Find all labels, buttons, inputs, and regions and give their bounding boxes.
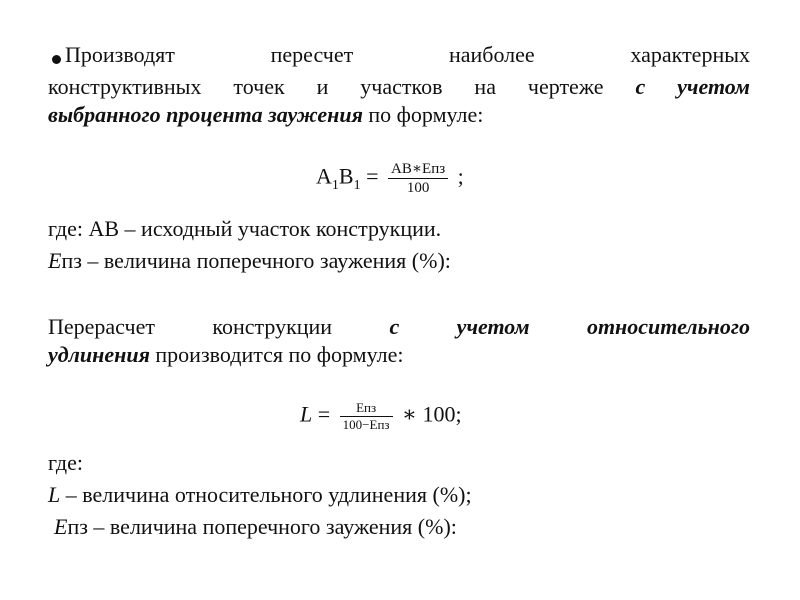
para2-text-2: производится по формуле: [155,342,404,367]
para2-emphasis-1: с учетом относительного [389,314,750,339]
formula2-denominator: 100−Eпз [342,417,390,432]
formula1-equals: = [366,163,379,189]
def1-line-2 [48,248,451,274]
def2-l-desc: – величина относительного удлинения (%); [65,482,472,507]
formula1-var-b: B [338,163,354,189]
formula2-fraction [340,400,393,433]
def2-e-desc: пз – величина поперечного заужения (%): [67,514,457,539]
intro-line-2 [48,74,750,100]
formula-l [300,400,462,433]
intro-text-3: по формуле: [368,102,484,127]
formula-a1b1 [316,160,464,197]
formula1-var-a: A [316,163,332,189]
formula2-equals: = [317,401,331,427]
formula1-fraction [388,160,448,197]
para2-line-1 [48,314,750,340]
formula2-numerator: Eпз [340,400,393,417]
para2-line-2 [48,342,404,368]
para2-emphasis-2: удлинения [48,342,150,367]
formula2-tail: ∗ 100; [402,401,462,427]
def2-line-1 [48,450,83,476]
formula1-sub-2: 1 [353,177,361,193]
def2-line-2 [48,482,472,508]
intro-emphasis-2: выбранного процента заужения [48,102,363,127]
formula1-semicolon: ; [457,163,464,189]
def1-line-1 [48,216,441,242]
formula2-var-l: L [300,401,313,427]
intro-text-1: Производят пересчет наиболее характерных [65,42,750,67]
def1-text: где: AB – исходный участок конструкции. [48,216,442,241]
def1-var-e: E [48,248,62,273]
formula1-denominator: 100 [406,180,430,196]
formula1-sub-1: 1 [331,177,339,193]
intro-line-1 [40,42,750,68]
def2-var-l: L [48,482,61,507]
formula1-numerator: AB∗Eпз [388,160,448,179]
intro-emphasis-1: с учетом [635,74,751,99]
intro-text-2: конструктивных точек и участков на чертеже [48,74,604,99]
def1-e-desc: пз – величина поперечного заужения (%): [61,248,451,273]
def2-var-e: E [54,514,68,539]
intro-line-3 [48,102,483,128]
para2-text-1: Перерасчет конструкции [48,314,333,339]
def2-line-3 [54,514,457,540]
bullet-icon [52,55,61,64]
def2-lead: где: [48,450,83,475]
